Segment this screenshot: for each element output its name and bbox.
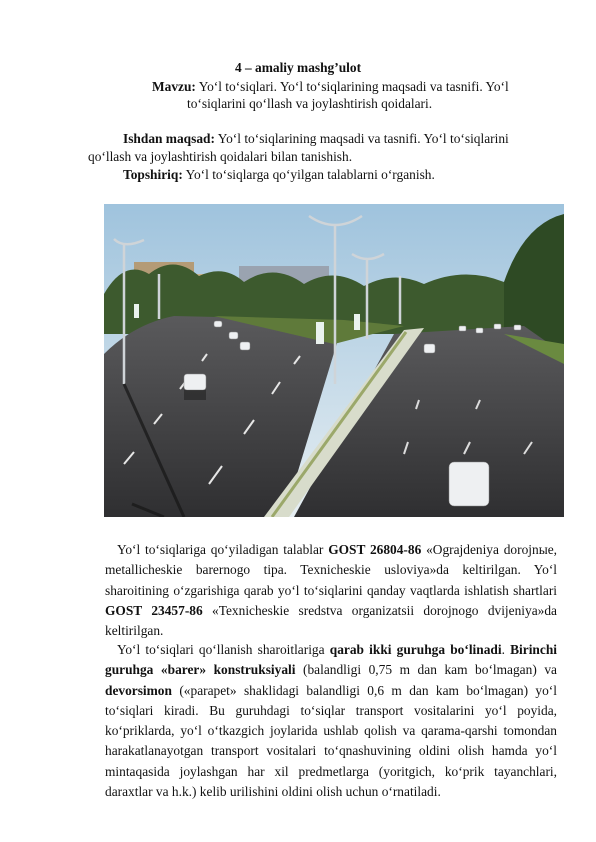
highway-photo <box>104 204 564 517</box>
mavzu-line-1: Mavzu: Yo‘l to‘siqlari. Yo‘l to‘siqlarining maqsadi va tasnifi. Yo‘l <box>152 79 509 94</box>
topshiriq-line: Topshiriq: Yo‘l to‘siqlarga qo‘yilgan talablarni o‘rganish. <box>123 167 435 182</box>
paragraph-classification: Yo‘l to‘siqlari qo‘llanish sharoitlariga qarab ikki guruhga bo‘linadi. Birinchi guruhga «barer» konstruksiyali (balandligi 0,75 m dan kam bo‘lmagan) va devorsimon («parapet» shaklidagi balandligi 0,6 m dan kam bo‘lmagan) yo‘l to‘siqlari kiradi. Bu guruhdagi to‘siqlar transport vositalarini yo‘l poyida, ko‘priklarda, yo‘l o‘tkazgich joylarida ushlab qolish va qarama-qarshi tomondan harakatlanayotgan transport vositalari to‘qnashuvining oldini olish hamda yo‘l mintaqasida joylashgan har xil predmetlarga (yoritgich, ko‘prik tayanchlari, daraxtlar va h.k.) kelib urilishini oldini olish uchun o‘rnatiladi. <box>105 642 557 800</box>
ishdan-label: Ishdan maqsad: <box>123 131 215 146</box>
mavzu-line-2: to‘siqlarini qo‘llash va joylashtirish qoidalari. <box>187 96 433 111</box>
paragraph-requirements: Yo‘l to‘siqlariga qo‘yiladigan talablar GOST 26804-86 «Ograjdeniya dorojnыe, metallicheskie barernogo tipa. Texnicheskie usloviya»da keltirilgan. Yo‘l sharoitining o‘zgarishiga qarab yo‘l to‘siqlarini qanday vaqtlarda ishlatish shartlari GOST 23457-86 «Texnicheskie sredstva organizatsii dorojnogo dvijeniya»da keltirilgan. <box>105 542 557 639</box>
ishdan-line-1: Ishdan maqsad: Yo‘l to‘siqlarining maqsadi va tasnifi. Yo‘l to‘siqlarini <box>123 131 509 146</box>
topshiriq-label: Topshiriq: <box>123 167 183 182</box>
page-title: 4 – amaliy mashg’ulot <box>234 60 362 75</box>
ishdan-line-2: qo‘llash va joylashtirish qoidalari bilan tanishish. <box>88 149 353 164</box>
mavzu-label: Mavzu: <box>152 79 196 94</box>
